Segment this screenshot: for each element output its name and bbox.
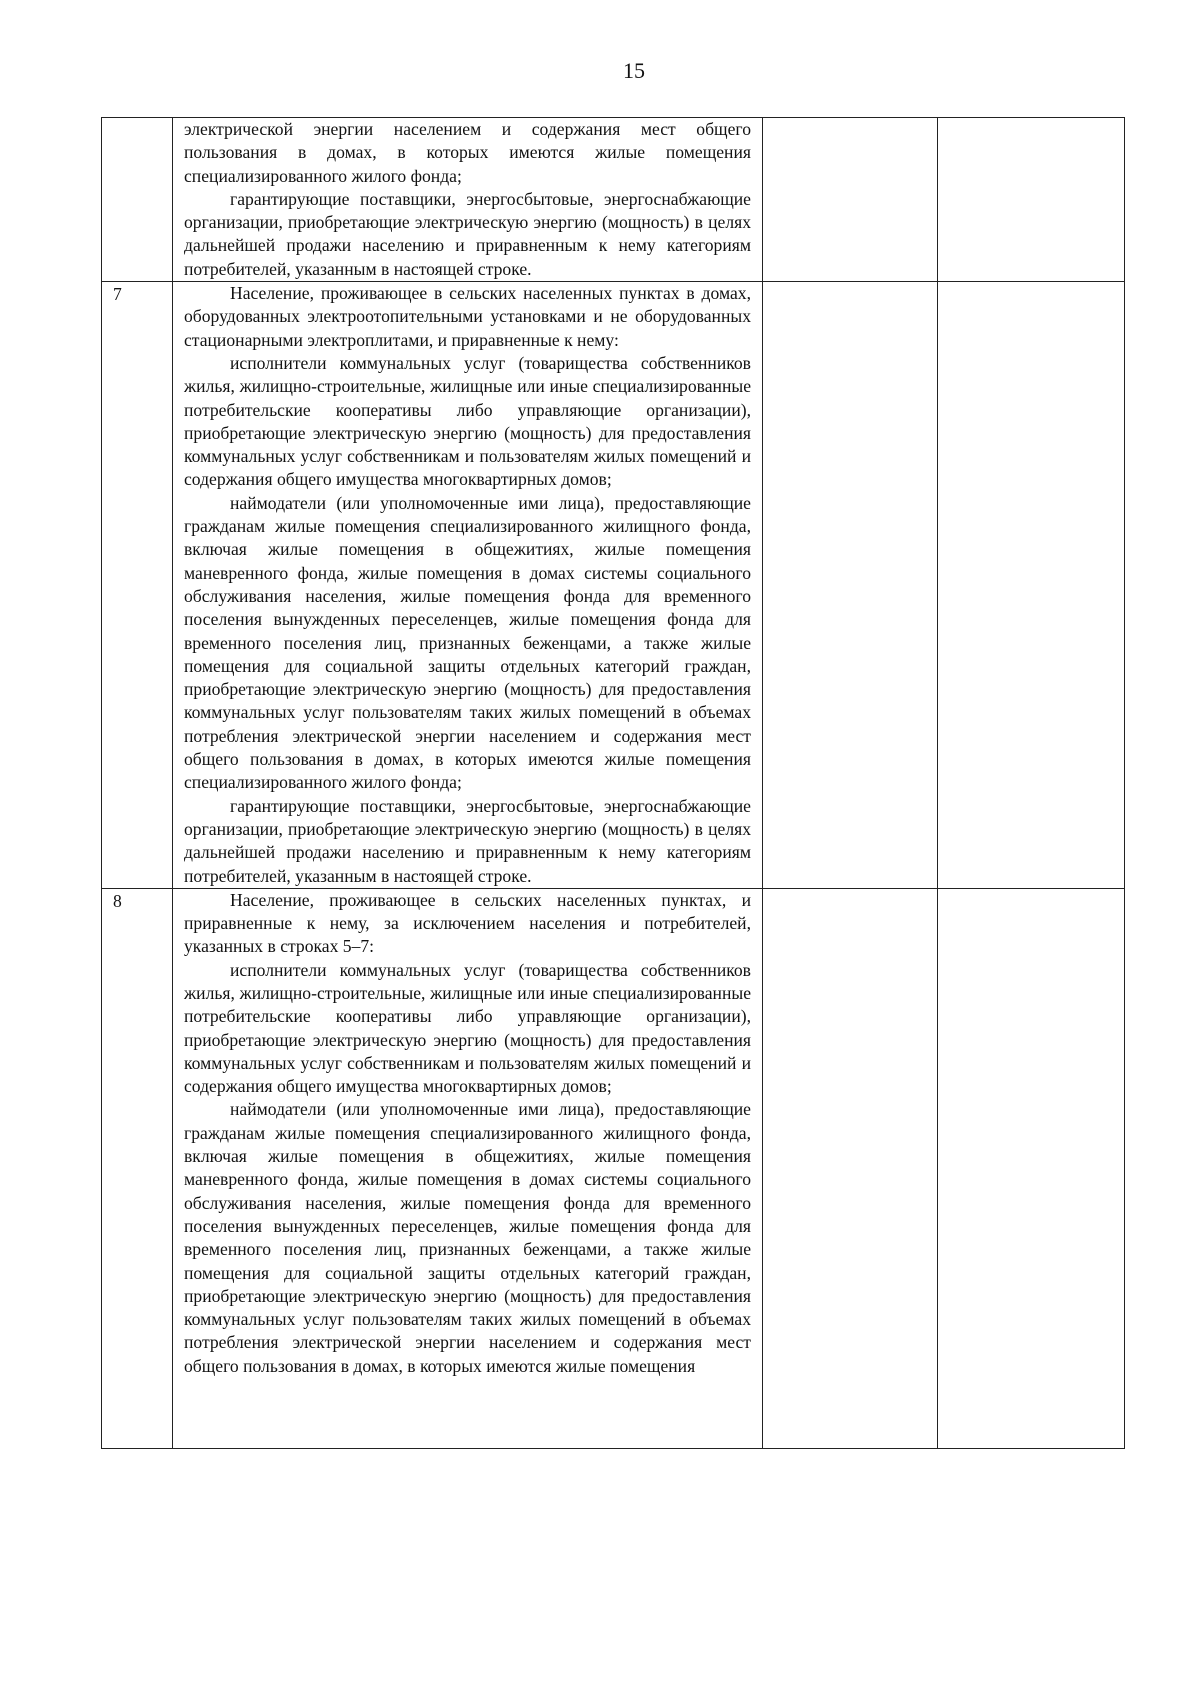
row-number-cell [102,118,173,282]
table-row [102,118,1125,282]
row-paragraph: электрической энергии населением и содержания мест общего пользования в домах, в которых имеются жилые помещения специализированного жилого фонда; [184,119,751,186]
row-description-cell [173,282,763,889]
row-paragraph: Население, проживающее в сельских населенных пунктах, и приравненные к нему, за исключением населения и потребителей, указанных в строках 5–7: [184,889,751,957]
row-number [102,118,172,119]
empty-cell [763,118,938,282]
empty-cell [938,282,1125,889]
page-number: 15 [623,58,645,83]
row-paragraph: Население, проживающее в сельских населенных пунктах в домах, оборудованных электроотопительными установками и не оборудованных стационарными электроплитами, и приравненные к нему: [184,283,751,350]
empty-cell [938,888,1125,1448]
table-row [102,282,1125,889]
tariff-consumer-table [101,117,1125,1449]
empty-cell [763,282,938,889]
row-paragraph: наймодатели (или уполномоченные ими лица), предоставляющие гражданам жилые помещения специализированного жилищного фонда, включая жилые помещения в общежитиях, жилые помещения маневренного фонда, жилые помещения в домах системы социального обслуживания населения, жилые помещения фонда для временного поселения вынужденных переселенцев, жилые помещения фонда для временного поселения лиц, признанных беженцами, а также жилые помещения для социальной защиты отдельных категорий граждан, приобретающие электрическую энергию (мощность) для предоставления коммунальных услуг пользователям таких жилых помещений в объемах потребления электрической энергии населением и содержания мест общего пользования в домах, в которых имеются жилые помещения специализированного жилого фонда; [184,492,751,793]
row-paragraph: гарантирующие поставщики, энергосбытовые, энергоснабжающие организации, приобретающие электрическую энергию (мощность) в целях дальнейшей продажи населению и приравненным к нему категориям потребителей, указанным в настоящей строке. [184,795,751,886]
row-number-cell [102,888,173,1448]
row-description-cell [173,118,763,282]
row-paragraph: наймодатели (или уполномоченные ими лица), предоставляющие гражданам жилые помещения специализированного жилищного фонда, включая жилые помещения в общежитиях, жилые помещения маневренного фонда, жилые помещения в домах системы социального обслуживания населения, жилые помещения фонда для временного поселения вынужденных переселенцев, жилые помещения фонда для временного поселения лиц, признанных беженцами, а также жилые помещения для социальной защиты отдельных категорий граждан, приобретающие электрическую энергию (мощность) для предоставления коммунальных услуг пользователям таких жилых помещений в объемах потребления электрической энергии населением и содержания мест общего пользования в домах, в которых имеются жилые помещения [184,1099,751,1376]
row-description-cell [173,888,763,1448]
row-paragraph: исполнители коммунальных услуг (товарищества собственников жилья, жилищно-строительные, жилищные или иные специализированные потребительские кооперативы либо управляющие организации), приобретающие электрическую энергию (мощность) для предоставления коммунальных услуг собственникам и пользователям жилых помещений и содержания общего имущества многоквартирных домов; [184,959,751,1097]
row-number: 7 [113,284,122,305]
row-paragraph: исполнители коммунальных услуг (товарищества собственников жилья, жилищно-строительные, жилищные или иные специализированные потребительские кооперативы либо управляющие организации), приобретающие электрическую энергию (мощность) для предоставления коммунальных услуг собственникам и пользователям жилых помещений и содержания общего имущества многоквартирных домов; [184,352,751,490]
empty-cell [763,888,938,1448]
row-number-cell [102,282,173,889]
table-row [102,888,1125,1448]
empty-cell [938,118,1125,282]
row-number: 8 [113,890,122,911]
row-paragraph: гарантирующие поставщики, энергосбытовые, энергоснабжающие организации, приобретающие электрическую энергию (мощность) в целях дальнейшей продажи населению и приравненным к нему категориям потребителей, указанным в настоящей строке. [184,188,751,279]
